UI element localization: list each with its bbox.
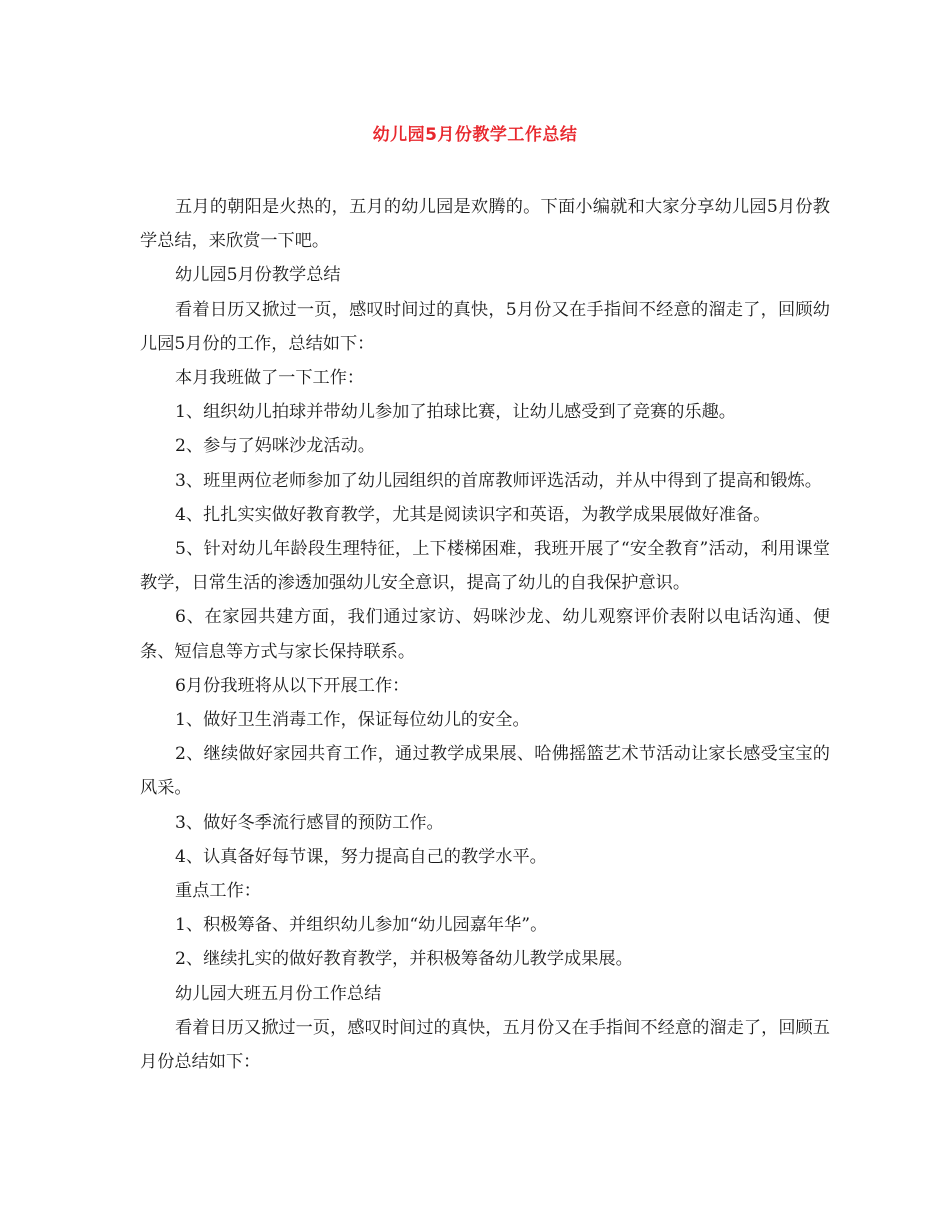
- document-title: 幼儿园5月份教学工作总结: [372, 125, 578, 145]
- paragraph: 看着日历又掀过一页，感叹时间过的真快，五月份又在手指间不经意的溜走了，回顾五月份总结如下：: [140, 1017, 830, 1073]
- list-item: 1、做好卫生消毒工作，保证每位幼儿的安全。: [175, 710, 530, 731]
- list-item: 1、积极筹备、并组织幼儿参加“幼儿园嘉年华”。: [175, 915, 548, 936]
- list-item: 2、参与了妈咪沙龙活动。: [175, 436, 375, 457]
- list-item: 4、认真备好每节课，努力提高自己的教学水平。: [175, 846, 547, 867]
- paragraph: 本月我班做了一下工作：: [175, 368, 365, 389]
- list-item: 3、做好冬季流行感冒的预防工作。: [175, 812, 444, 833]
- list-item: 1、组织幼儿拍球并带幼儿参加了拍球比赛，让幼儿感受到了竞赛的乐趣。: [175, 402, 736, 423]
- list-item: 2、继续做好家园共育工作，通过教学成果展、哈佛摇篮艺术节活动让家长感受宝宝的风采。: [140, 744, 830, 799]
- section-heading: 幼儿园大班五月份工作总结: [175, 983, 382, 1004]
- list-item: 5、针对幼儿年龄段生理特征，上下楼梯困难，我班开展了“安全教育”活动，利用课堂教学，日常生活的渗透加强幼儿安全意识，提高了幼儿的自我保护意识。: [140, 539, 830, 594]
- paragraph: 重点工作：: [175, 881, 261, 902]
- list-item: 4、扎扎实实做好教育教学，尤其是阅读识字和英语，为教学成果展做好准备。: [175, 504, 771, 525]
- list-item: 3、班里两位老师参加了幼儿园组织的首席教师评选活动，并从中得到了提高和锻炼。: [175, 470, 822, 491]
- section-heading: 幼儿园5月份教学总结: [175, 265, 341, 286]
- list-item: 2、继续扎实的做好教育教学，并积极筹备幼儿教学成果展。: [175, 949, 633, 970]
- document-body: [140, 190, 830, 1079]
- paragraph: 五月的朝阳是火热的，五月的幼儿园是欢腾的。下面小编就和大家分享幼儿园5月份教学总结，来欣赏一下吧。: [140, 197, 830, 252]
- paragraph: 看着日历又掀过一页，感叹时间过的真快，5月份又在手指间不经意的溜走了，回顾幼儿园5月份的工作，总结如下：: [140, 299, 830, 354]
- list-item: 6、在家园共建方面，我们通过家访、妈咪沙龙、幼儿观察评价表附以电话沟通、便条、短信息等方式与家长保持联系。: [140, 607, 830, 662]
- paragraph: 6月份我班将从以下开展工作：: [175, 675, 410, 696]
